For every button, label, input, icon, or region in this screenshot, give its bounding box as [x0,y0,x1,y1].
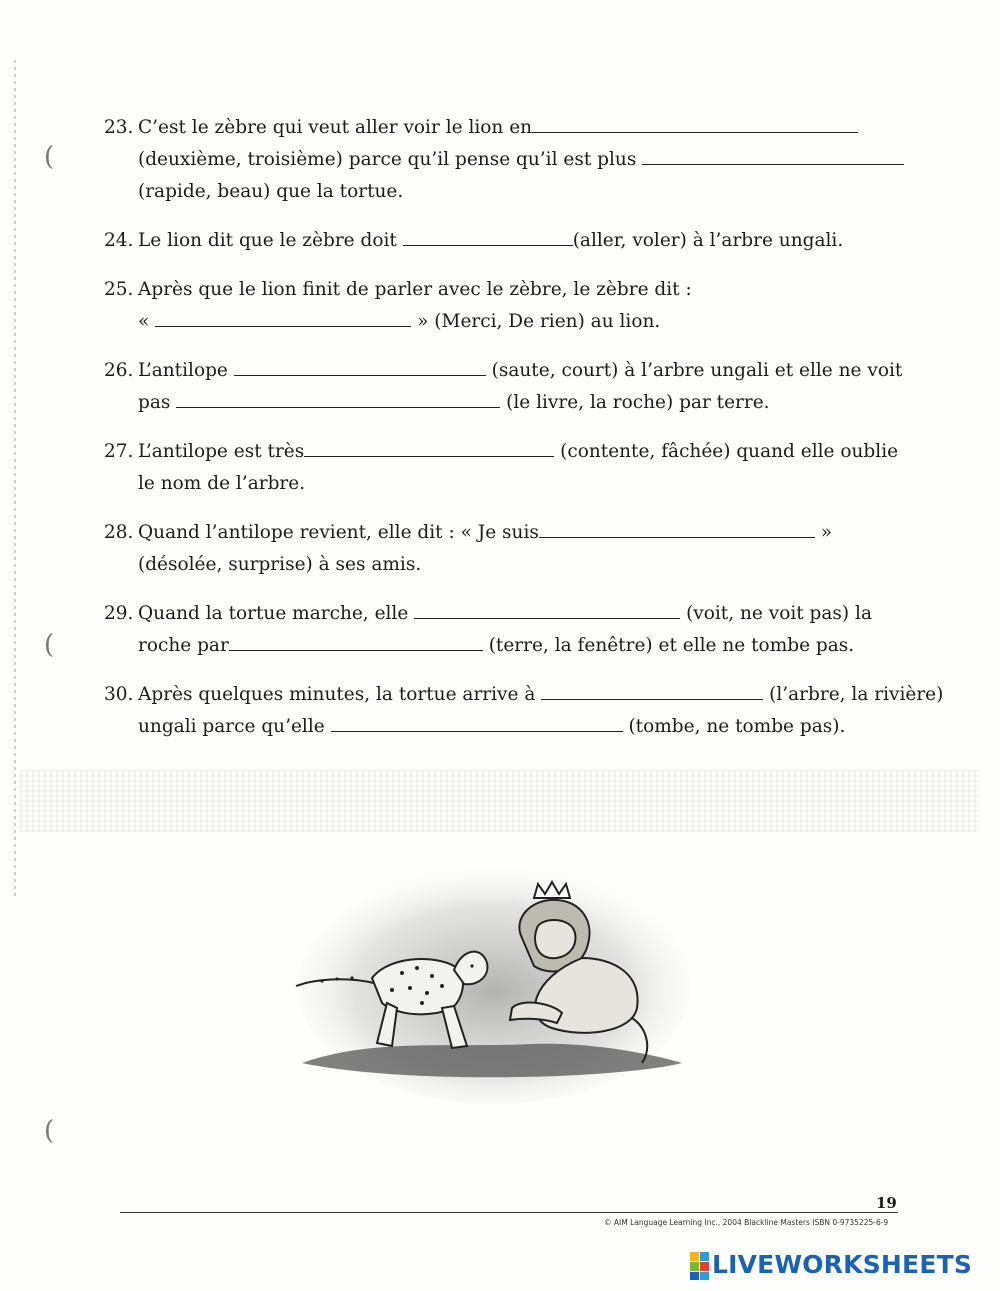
copyright-notice: © AIM Language Learning Inc., 2004 Blackline Masters ISBN 0-9735225-6-9 [604,1218,889,1227]
question-number: 30. [104,684,134,705]
question-number: 29. [104,603,134,624]
question-23 [104,112,904,208]
question-number: 26. [104,360,134,381]
question-text: Après que le lion finit de parler avec le zèbre, le zèbre dit : [138,279,692,300]
answer-input-27[interactable] [304,442,554,462]
question-28 [104,517,904,581]
question-text: (saute, court) à l’arbre ungali et elle ne voit [491,360,903,381]
question-text: (désolée, surprise) à ses amis. [138,554,422,575]
question-text: Quand la tortue marche, elle [138,603,415,624]
question-text: « [138,311,150,332]
question-text: (voit, ne voit pas) la [686,603,872,624]
question-number: 27. [104,441,134,462]
answer-blank[interactable] [403,225,573,246]
answer-blank[interactable] [642,144,904,165]
answer-input-23a[interactable] [532,118,858,138]
question-25 [104,274,904,338]
question-text: le nom de l’arbre. [138,473,306,494]
question-number: 23. [104,117,134,138]
answer-blank[interactable] [304,436,554,457]
question-26 [104,355,904,419]
answer-blank[interactable] [176,387,500,408]
answer-input-29b[interactable] [229,636,483,656]
question-text: Le lion dit que le zèbre doit [138,230,403,251]
liveworksheets-logo-text: LIVEWORKSHEETS [712,1250,973,1279]
scan-edge [14,60,16,900]
answer-input-25[interactable] [155,312,411,332]
question-text: Quand l’antilope revient, elle dit : « Je suis [138,522,539,543]
scan-smudge [20,770,980,832]
answer-blank[interactable] [155,306,411,327]
question-text: ungali parce qu’elle [138,716,331,737]
answer-blank[interactable] [414,598,680,619]
question-text: (l’arbre, la rivière) [769,684,944,705]
answer-input-23b[interactable] [642,150,904,170]
question-27 [104,436,904,500]
question-text: (deuxième, troisième) parce qu’il pense qu’il est plus [138,149,637,170]
answer-blank[interactable] [532,112,858,133]
answer-blank[interactable] [331,711,623,732]
footer-rule [120,1212,898,1213]
answer-input-28[interactable] [539,523,815,543]
answer-input-29a[interactable] [414,604,680,624]
answer-input-30b[interactable] [331,717,623,737]
question-text: C’est le zèbre qui veut aller voir le lion en [138,117,533,138]
binder-hole-mark: ( [44,630,55,660]
question-text: Après quelques minutes, la tortue arrive à [138,684,542,705]
question-text: » (Merci, De rien) au lion. [417,311,661,332]
answer-input-24[interactable] [403,231,573,251]
binder-hole-mark: ( [44,1116,55,1146]
question-24 [104,225,904,257]
page-number: 19 [876,1194,897,1212]
question-number: 25. [104,279,134,300]
question-text: (contente, fâchée) quand elle oublie [560,441,899,462]
answer-blank[interactable] [539,517,815,538]
answer-blank[interactable] [234,355,486,376]
question-text: pas [138,392,177,413]
answer-input-30a[interactable] [541,685,763,705]
binder-hole-mark: ( [44,142,55,172]
liveworksheets-logo[interactable] [690,1250,972,1279]
question-number: 24. [104,230,134,251]
liveworksheets-logo-icon [690,1252,708,1278]
question-text: » [820,522,833,543]
question-text: (aller, voler) à l’arbre ungali. [572,230,844,251]
question-29 [104,598,904,662]
question-list [104,112,944,760]
question-30 [104,679,944,743]
answer-blank[interactable] [229,630,483,651]
question-text: (terre, la fenêtre) et elle ne tombe pas. [488,635,855,656]
answer-input-26b[interactable] [176,393,500,413]
question-text: (rapide, beau) que la tortue. [138,181,404,202]
question-text: roche par [138,635,229,656]
question-number: 28. [104,522,134,543]
question-text: L’antilope est très [138,441,305,462]
answer-blank[interactable] [541,679,763,700]
question-text: (tombe, ne tombe pas). [628,716,846,737]
question-text: (le livre, la roche) par terre. [506,392,770,413]
question-text: L’antilope [138,360,234,381]
cheetah-and-lion-illustration [282,858,702,1128]
answer-input-26a[interactable] [234,361,486,381]
